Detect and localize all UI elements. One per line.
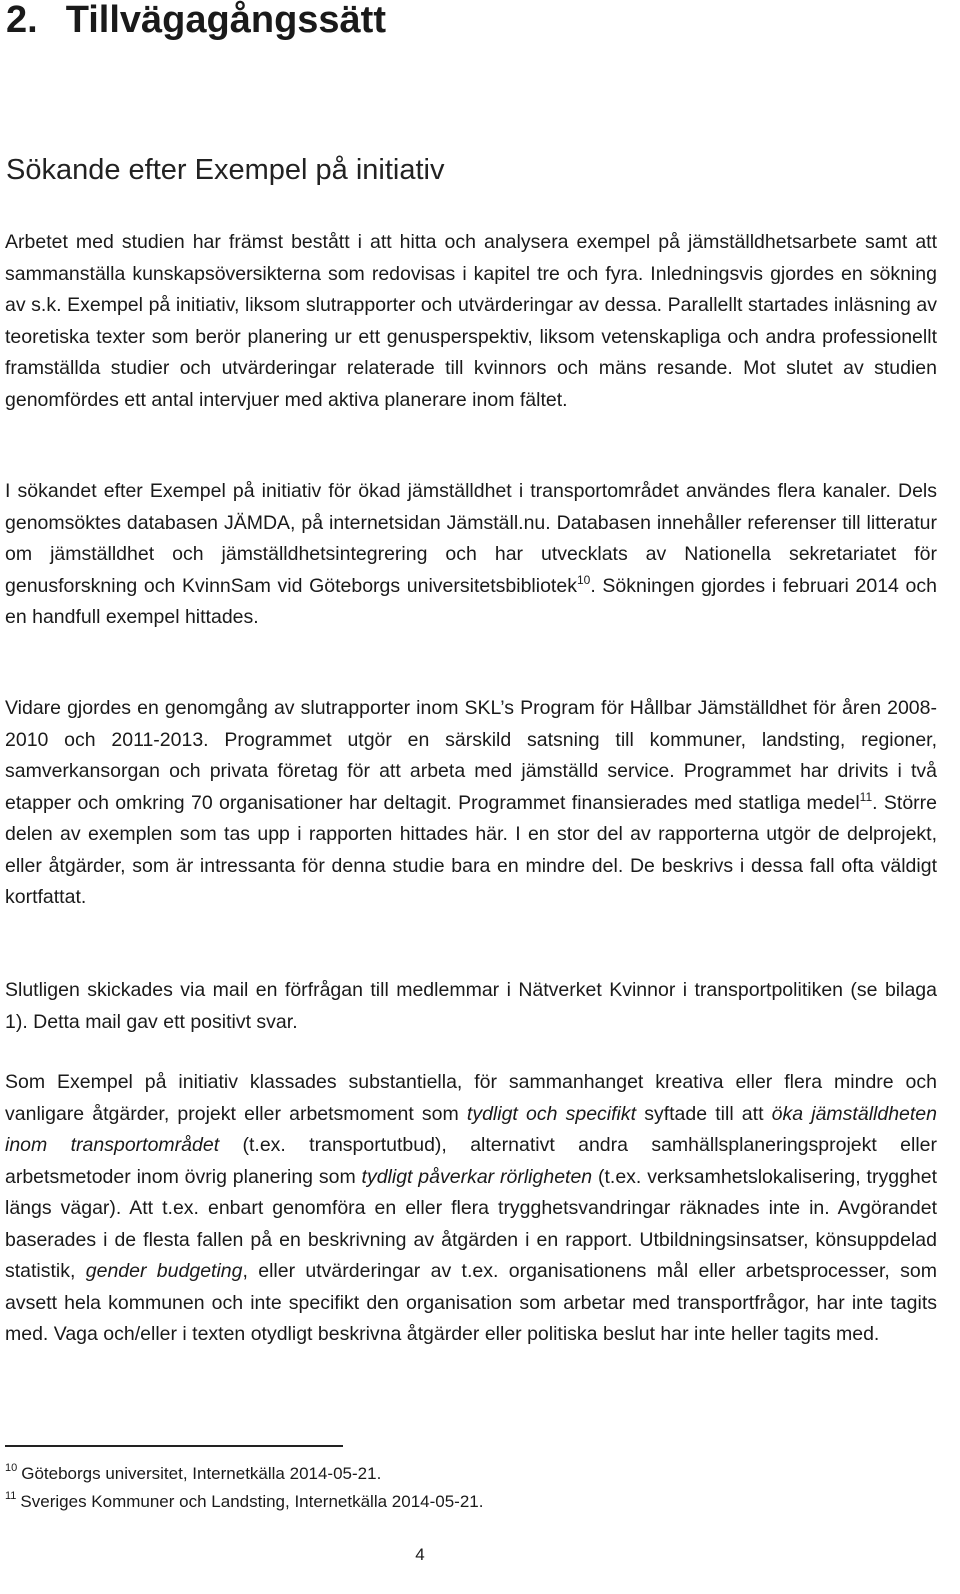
emphasis-gender-budgeting: gender budgeting (85, 1260, 243, 1282)
paragraph-5-text-2: syftade till att (636, 1102, 772, 1125)
paragraph-5-text-1: Som Exempel på initiativ klassades substantiella, för sammanhanget kreativa eller flera mindre och vanligare åtgärder, projekt eller arbetsmoment som (5, 1071, 937, 1125)
paragraph-3-text-b: . Större delen av exemplen som tas upp i rapporten hittades här. I en stor del av rapporterna utgör de delprojekt, eller åtgärder, som är intressanta för denna studie bara en mindre del. De beskrivs i dessa fall ofta väldigt kortfattat. (5, 791, 938, 908)
chapter-heading (6, 0, 386, 44)
paragraph-2-text-b: . Sökningen gjordes i februari 2014 och en handfull exempel hittades. (5, 574, 937, 628)
section-heading: Sökande efter Exempel på initiativ (6, 154, 445, 186)
paragraph-5-text-3: (t.ex. transportutbud), alternativt andra samhällsplaneringsprojekt eller arbetsmetoder inom övrig planering som (5, 1134, 937, 1188)
paragraph-2 (5, 476, 937, 634)
paragraph-5-text-4: (t.ex. verksamhetslokalisering, trygghet längs vägar). Att t.ex. enbart genomföra en eller flera trygghetsvandringar räknades inte in. Avgörandet baserades i de flesta fallen på en beskrivning av åtgärden i en rapport. Utbildningsinsatser, könsuppdelad statistik, (5, 1165, 937, 1282)
footnote-number: 10 (5, 1462, 18, 1474)
chapter-number: 2. (6, 0, 38, 41)
paragraph-2-text-a: I sökandet efter Exempel på initiativ för ökad jämställdhet i transportområdet användes flera kanaler. Dels genomsöktes databasen JÄMDA, på internetsidan Jämställ.nu. Databasen innehåller referenser till litteratur om jämställdhet och jämställdhetsintegrering och har utvecklats av Nationella sekretariatet för genusforskning och KvinnSam vid Göteborgs universitetsbibliotek (5, 480, 937, 597)
emphasis-oka-jamstalldheten: öka jämställdheten inom transportområdet (5, 1102, 937, 1156)
footnote-text: Göteborgs universitet, Internetkälla 2014-05-21. (21, 1464, 382, 1483)
paragraph-5 (5, 1067, 937, 1351)
paragraph-4: Slutligen skickades via mail en förfrågan till medlemmar i Nätverket Kvinnor i transportpolitiken (se bilaga 1). Detta mail gav ett positivt svar. (5, 979, 937, 1033)
paragraph-3 (5, 693, 937, 914)
paragraph-3-text-a: Vidare gjordes en genomgång av slutrapporter inom SKL’s Program för Hållbar Jämställdhet för åren 2008-2010 och 2011-2013. Programmet utgör en särskild satsning till kommuner, landsting, regioner, samverkansorgan och privata företag för att arbeta med jämställd service. Programmet har drivits i två etapper och omkring 70 organisationer har deltagit. Programmet finansierades med statliga medel (5, 697, 937, 814)
chapter-title: Tillvägagångssätt (65, 0, 386, 41)
footnote-10 (5, 1462, 381, 1486)
footnote-ref-10[interactable]: 10 (576, 572, 591, 587)
footnote-divider (5, 1445, 343, 1447)
footnote-11 (5, 1490, 483, 1514)
footnote-ref-11[interactable]: 11 (859, 789, 873, 804)
footnote-number: 11 (5, 1490, 17, 1502)
emphasis-tydligt-och-specifikt: tydligt och specifikt (466, 1102, 637, 1125)
emphasis-tydligt-paverkar-rorligheten: tydligt påverkar rörligheten (361, 1165, 593, 1188)
paragraph-5-text-5: , eller utvärderingar av t.ex. organisationens mål eller arbetsprocesser, som avsett hela kommunen och inte specifikt den organisation som arbetar med transportfrågor, har inte tagits med. Vaga och/eller i texten otydligt beskrivna åtgärder eller politiska beslut har inte heller tagits med. (5, 1260, 937, 1345)
paragraph-1: Arbetet med studien har främst bestått i att hitta och analysera exempel på jämställdhetsarbete samt att sammanställa kunskapsöversikterna som redovisas i kapitel tre och fyra. Inledningsvis gjordes en sökning av s.k. Exempel på initiativ, liksom slutrapporter och utvärderingar av dessa. Parallellt startades inläsning av teoretiska texter som berör planering ur ett genusperspektiv, liksom vetenskapliga och andra professionellt framställda studier och utvärderingar relaterade till kvinnors och mäns resande. Mot slutet av studien genomfördes ett antal intervjuer med aktiva planerare inom fältet. (5, 231, 937, 411)
footnote-text: Sveriges Kommuner och Landsting, Internetkälla 2014-05-21. (20, 1492, 484, 1511)
page-number: 4 (415, 1545, 425, 1564)
